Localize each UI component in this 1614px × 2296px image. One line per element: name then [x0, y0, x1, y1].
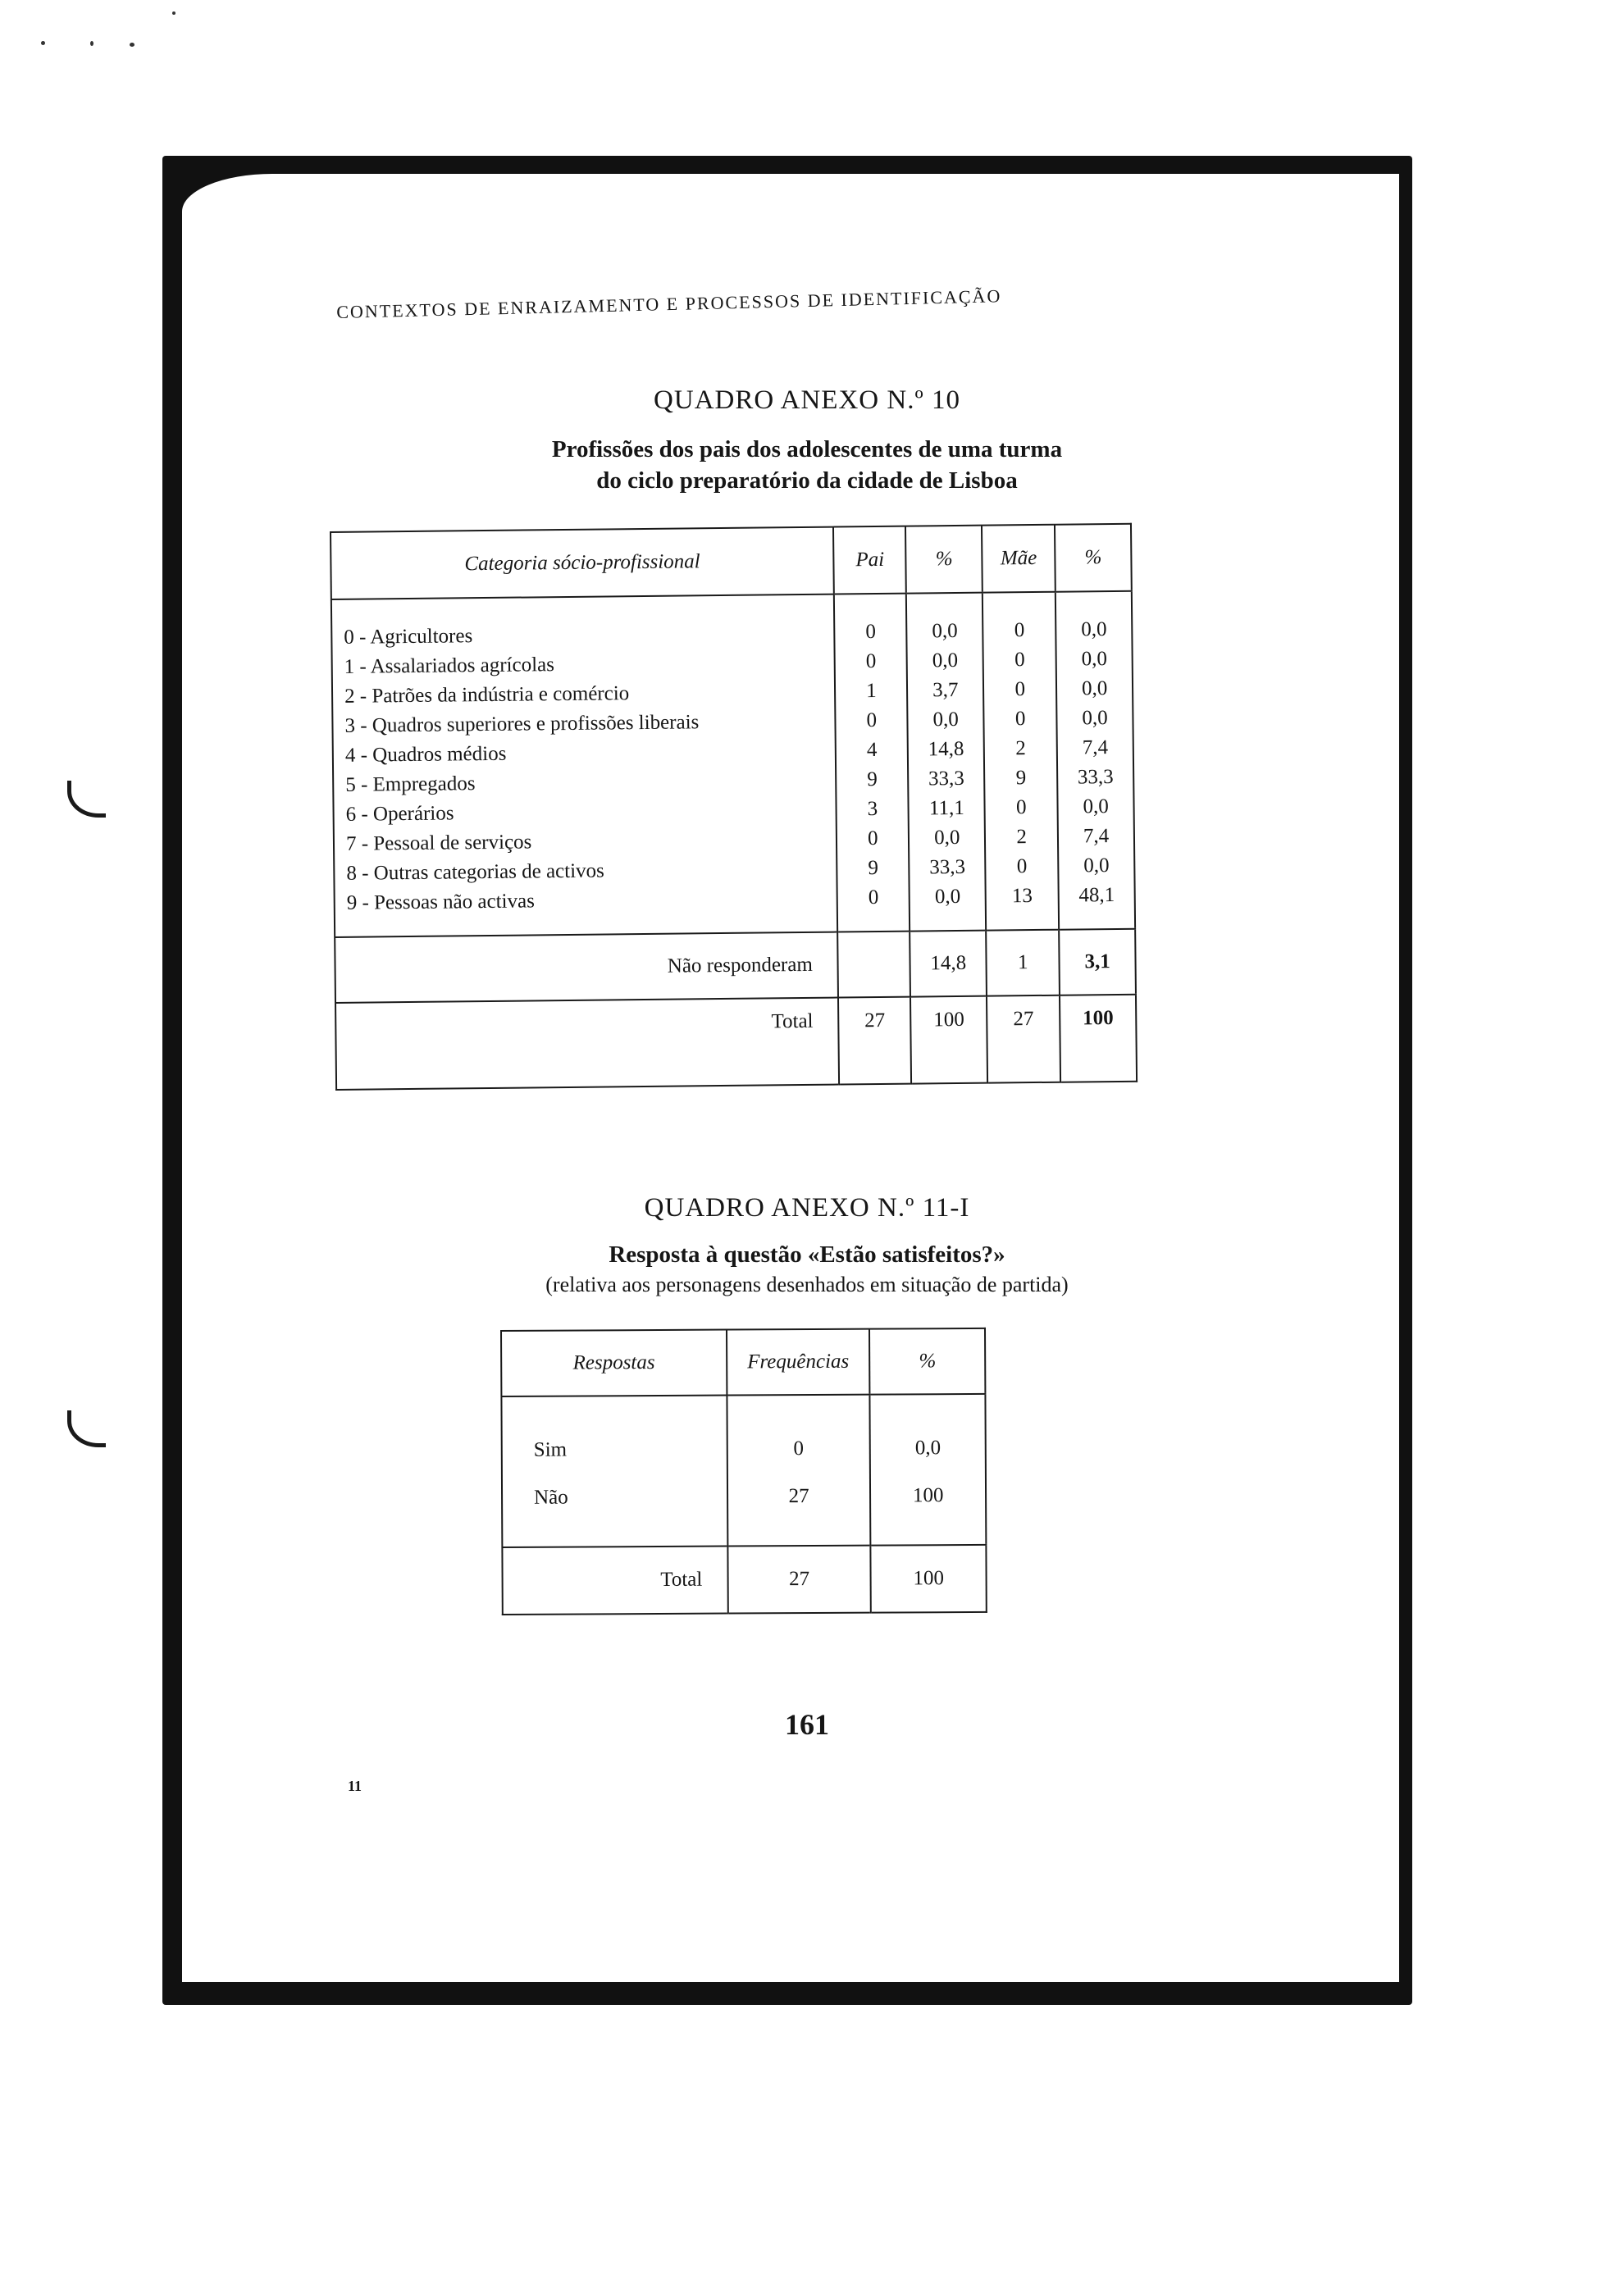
nao-responderam-label: Não responderam [335, 932, 838, 1003]
total-mae: 27 [987, 995, 1060, 1083]
header-pct-pai: % [905, 526, 983, 594]
pct-mae-cell: 0,0 [1083, 854, 1110, 877]
mae-cell: 0 [1014, 649, 1025, 672]
total-label: Total [335, 998, 839, 1090]
margin-hole-mark [67, 1410, 106, 1447]
quadro11-title: QUADRO ANEXO N.º 11-I [644, 1193, 970, 1223]
pct-pai-cell: 3,7 [932, 678, 959, 702]
pct-pai-cell: 0,0 [932, 619, 958, 643]
nao-responderam-pct-pai: 14,8 [910, 931, 987, 997]
pct-pai-column [906, 593, 986, 932]
nao-responderam-mae: 1 [986, 930, 1060, 996]
signature-mark: 11 [348, 1778, 362, 1794]
pct-mae-cell: 0,0 [1082, 707, 1108, 730]
categoria-cell: 3 - Quadros superiores e profissões liberais [344, 711, 700, 737]
pct-column [870, 1394, 987, 1546]
respostas-column [501, 1396, 727, 1547]
mae-cell: 9 [1015, 767, 1027, 790]
pct-pai-cell: 33,3 [928, 767, 964, 790]
pct-mae-cell: 0,0 [1081, 618, 1107, 641]
pct-mae-cell: 0,0 [1081, 677, 1108, 700]
pct-mae-column [1055, 591, 1135, 930]
frequencias-column [727, 1395, 871, 1547]
pct-mae-cell: 0,0 [1083, 795, 1109, 818]
header-categoria: Categoria sócio-profissional [331, 527, 834, 599]
pct-cell: 100 [912, 1484, 944, 1507]
mae-cell: 0 [1014, 678, 1026, 701]
pct-pai-cell: 0,0 [934, 885, 961, 909]
pct-cell: 0,0 [914, 1437, 942, 1460]
scan-speck [130, 43, 134, 47]
quadro11-subtitle-line2: (relativa aos personagens desenhados em situação de partida) [545, 1273, 1069, 1296]
scan-speck [41, 41, 45, 45]
pct-mae-cell: 7,4 [1083, 825, 1110, 848]
freq-cell: 0 [793, 1437, 805, 1460]
pct-mae-cell: 7,4 [1082, 736, 1109, 759]
pct-mae-cell: 33,3 [1077, 766, 1114, 789]
categoria-cell: 4 - Quadros médios [344, 742, 507, 767]
running-head: CONTEXTOS DE ENRAIZAMENTO E PROCESSOS DE IDENTIFICAÇÃO [336, 285, 1002, 322]
mae-cell: 0 [1016, 855, 1028, 878]
resposta-cell: Não [533, 1486, 568, 1509]
total-row [502, 1545, 986, 1615]
table-header-row [331, 524, 1132, 599]
mae-cell: 0 [1014, 619, 1025, 642]
categoria-cell: 1 - Assalariados agrícolas [344, 654, 555, 678]
header-respostas: Respostas [501, 1330, 727, 1396]
pct-mae-cell: 48,1 [1078, 884, 1115, 907]
total-row [335, 995, 1137, 1090]
table-body [501, 1394, 986, 1547]
quadro10-title: QUADRO ANEXO N.º 10 [654, 385, 960, 415]
pct-pai-cell: 0,0 [932, 708, 959, 731]
quadro10-subtitle-line2: do ciclo preparatório da cidade de Lisboa [596, 467, 1018, 494]
pai-cell: 4 [866, 739, 878, 762]
mae-cell: 2 [1015, 737, 1026, 760]
pai-column [834, 594, 910, 932]
header-pai: Pai [833, 526, 906, 594]
pai-cell: 3 [867, 798, 878, 821]
header-mae: Mãe [982, 525, 1055, 593]
table-body [331, 591, 1135, 937]
pai-cell: 0 [867, 827, 878, 850]
categoria-cell: 9 - Pessoas não activas [346, 890, 536, 914]
pai-cell: 9 [867, 768, 878, 791]
pct-pai-cell: 11,1 [928, 796, 964, 820]
nao-responderam-row [335, 929, 1136, 1003]
categoria-column [331, 594, 838, 937]
margin-hole-mark [67, 781, 106, 818]
pct-pai-cell: 0,0 [933, 826, 960, 850]
pct-mae-cell: 0,0 [1081, 648, 1108, 671]
categoria-cell: 5 - Empregados [345, 772, 476, 796]
total-pai: 27 [838, 997, 911, 1085]
pai-cell: 0 [868, 886, 879, 909]
quadro11-table [500, 1328, 987, 1615]
mae-cell: 2 [1016, 826, 1028, 849]
mae-cell: 0 [1015, 796, 1027, 819]
pai-cell: 0 [865, 650, 877, 673]
quadro10-subtitle-line1: Profissões dos pais dos adolescentes de uma turma [551, 436, 1063, 462]
total-label: Total [502, 1547, 727, 1615]
header-frequencias: Frequências [727, 1329, 870, 1396]
pct-pai-cell: 0,0 [932, 649, 959, 672]
total-pct-mae: 100 [1060, 995, 1137, 1082]
header-pct-mae: % [1055, 524, 1132, 592]
quadro10-table [330, 523, 1138, 1091]
total-pct-pai: 100 [910, 996, 987, 1084]
nao-responderam-pct-mae: 3,1 [1059, 929, 1136, 995]
pai-cell: 0 [866, 709, 878, 732]
pai-cell: 9 [868, 857, 879, 880]
pai-cell: 1 [866, 680, 877, 703]
categoria-cell: 2 - Patrões da indústria e comércio [344, 682, 630, 708]
scan-speck [172, 11, 176, 15]
total-pct: 100 [871, 1545, 987, 1613]
pct-pai-cell: 33,3 [929, 855, 966, 879]
pai-cell: 0 [865, 621, 877, 644]
categoria-cell: 7 - Pessoal de serviços [345, 831, 532, 855]
mae-cell: 0 [1014, 708, 1026, 731]
page-number: 161 [785, 1708, 829, 1741]
total-freq: 27 [727, 1546, 871, 1614]
categoria-cell: 0 - Agricultores [344, 625, 473, 649]
freq-cell: 27 [788, 1485, 809, 1508]
pct-pai-cell: 14,8 [928, 737, 964, 761]
header-pct: % [869, 1328, 985, 1395]
scan-speck [90, 41, 93, 46]
table-header-row [501, 1328, 985, 1396]
nao-responderam-pai [837, 932, 910, 998]
categoria-cell: 6 - Operários [345, 802, 454, 826]
resposta-cell: Sim [533, 1438, 568, 1461]
quadro11-subtitle-line1: Resposta à questão «Estão satisfeitos?» [609, 1241, 1005, 1268]
mae-cell: 13 [1011, 885, 1033, 908]
mae-column [983, 592, 1059, 931]
categoria-cell: 8 - Outras categorias de activos [346, 859, 604, 885]
